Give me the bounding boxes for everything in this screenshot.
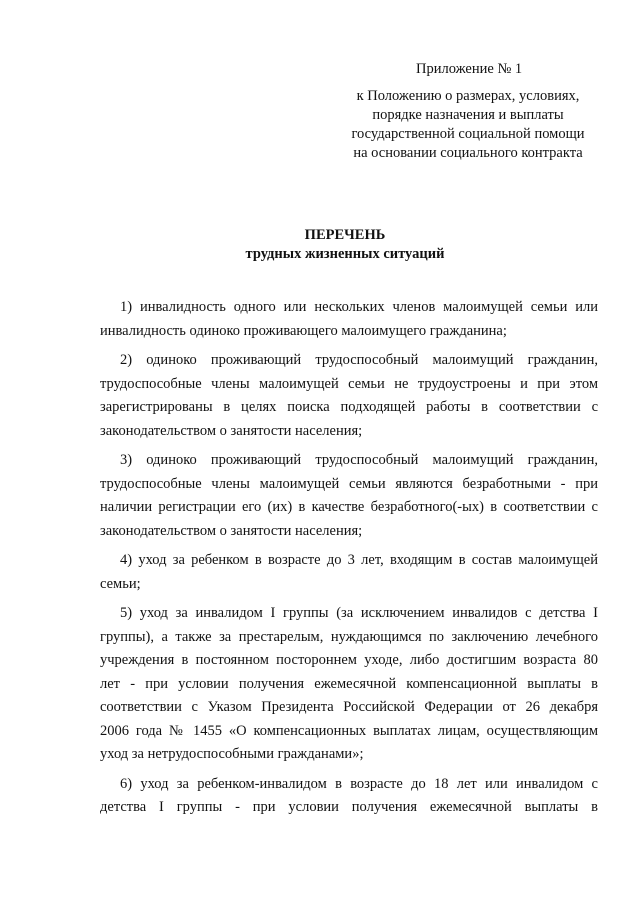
appendix-title: Приложение № 1 <box>416 61 523 77</box>
paragraph-line: учреждения в постоянном постороннем уходе, либо достигшим возраста 80 <box>100 652 598 668</box>
paragraph-line: лет - при условии получения ежемесячной компенсационной выплаты в <box>100 675 598 692</box>
list-item <box>100 773 598 820</box>
list-item <box>100 549 598 596</box>
paragraph-line: инвалидность одиноко проживающего малоимущего гражданина; <box>100 322 507 339</box>
list-item <box>100 349 598 443</box>
appendix-block <box>330 60 606 163</box>
paragraph-line: трудоспособные члены малоимущей семьи не трудоустроены и при этом <box>100 375 598 392</box>
paragraph-line: детства I группы - при условии получения ежемесячной выплаты в <box>100 799 598 815</box>
paragraph-line: законодательством о занятости населения; <box>100 422 363 439</box>
paragraph-line: 2) одиноко проживающий трудоспособный малоимущий гражданин, <box>120 352 598 368</box>
paragraph-line: 2006 года № 1455 «О компенсационных выплатах лицам, осуществляющим <box>100 722 598 739</box>
heading-title: ПЕРЕЧЕНЬ <box>304 227 386 243</box>
heading-subtitle: трудных жизненных ситуаций <box>245 246 445 262</box>
appendix-line: государственной социальной помощи <box>351 126 585 142</box>
list-item <box>100 296 598 343</box>
paragraph-line: соответствии с Указом Президента Российской Федерации от 26 декабря <box>100 699 598 715</box>
appendix-line: на основании социального контракта <box>353 145 583 161</box>
paragraph-line: группы), а также за престарелым, нуждающимся по заключению лечебного <box>100 628 598 645</box>
paragraph-line: зарегистрированы в целях поиска подходящей работы в соответствии с <box>100 399 598 415</box>
list-item <box>100 602 598 767</box>
paragraph-line: 6) уход за ребенком-инвалидом в возрасте до 18 лет или инвалидом с <box>120 775 598 792</box>
appendix-line: к Положению о размерах, условиях, <box>356 88 580 104</box>
list-item <box>100 449 598 543</box>
paragraph-line: уход за нетрудоспособными гражданами»; <box>100 746 364 762</box>
paragraph-line: 3) одиноко проживающий трудоспособный малоимущий гражданин, <box>120 452 598 468</box>
document-heading <box>100 226 590 264</box>
paragraph-line: трудоспособные члены малоимущей семьи являются безработными - при <box>100 475 598 492</box>
paragraph-line: законодательством о занятости населения; <box>100 522 363 539</box>
paragraph-line: 5) уход за инвалидом I группы (за исключением инвалидов с детства I <box>120 605 598 621</box>
paragraph-line: 1) инвалидность одного или нескольких членов малоимущей семьи или <box>120 299 598 315</box>
paragraph-line: 4) уход за ребенком в возрасте до 3 лет, входящим в состав малоимущей <box>120 552 598 568</box>
paragraph-line: наличии регистрации его (их) в качестве безработного(-ых) в соответствии с <box>100 499 598 515</box>
appendix-line: порядке назначения и выплаты <box>372 107 564 123</box>
paragraph-line: семьи; <box>100 575 141 592</box>
situations-list <box>100 296 598 826</box>
